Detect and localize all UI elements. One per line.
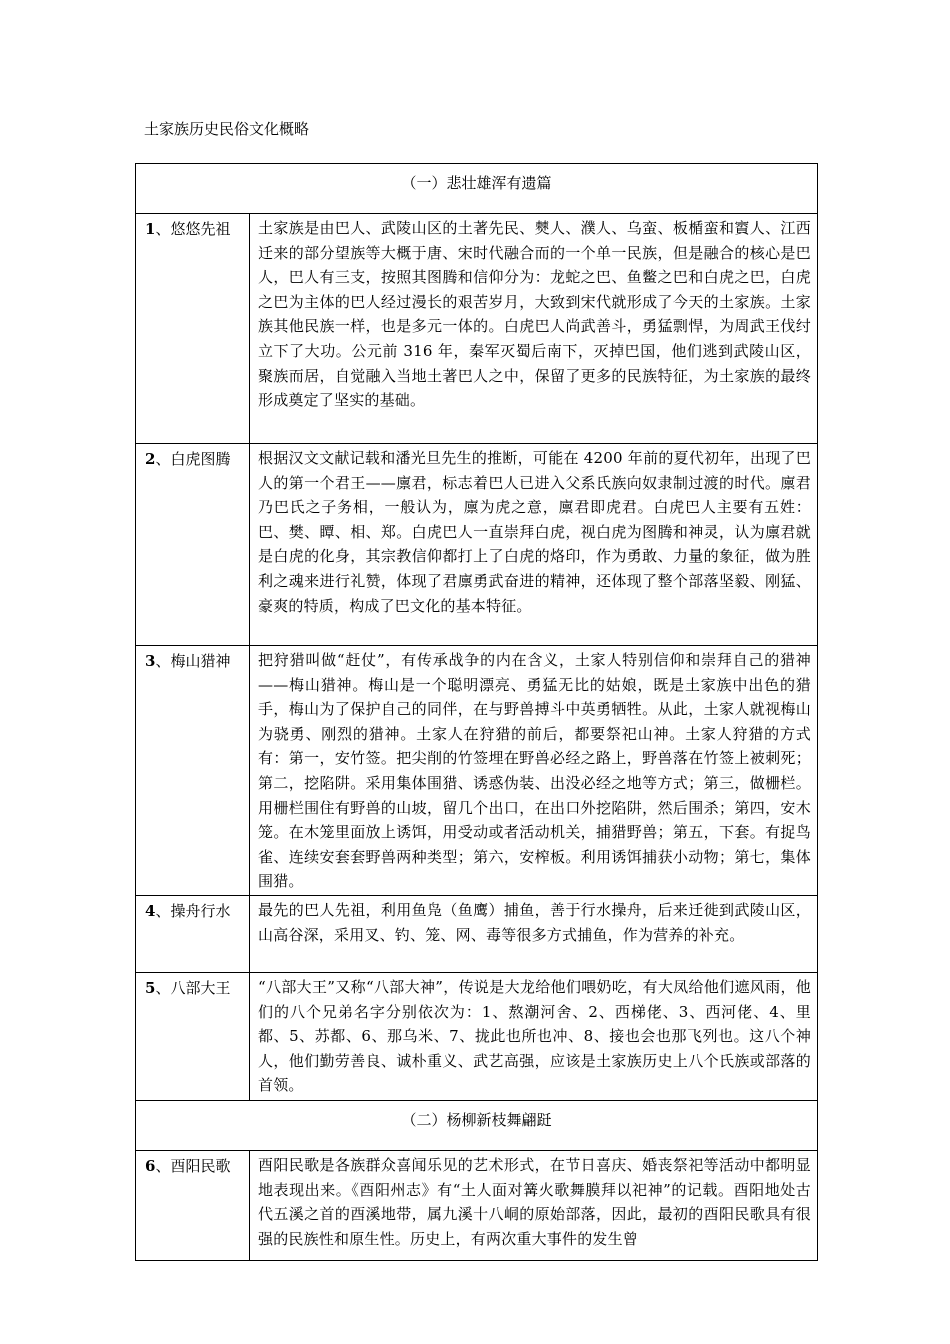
row-separator: 、	[155, 220, 171, 238]
section-heading: （一）悲壮雄浑有遗篇	[136, 164, 818, 214]
row-label	[136, 1151, 250, 1261]
section-heading: （二）杨柳新枝舞翩跹	[136, 1101, 818, 1151]
row-name: 白虎图腾	[170, 450, 231, 468]
row-label	[136, 214, 250, 444]
row-number: 2	[145, 450, 156, 468]
section-header-row	[136, 1101, 818, 1151]
row-number: 1	[145, 220, 156, 238]
row-number: 3	[145, 652, 156, 670]
section-header-row	[136, 164, 818, 214]
row-number: 5	[145, 979, 156, 997]
table-row	[136, 1151, 818, 1261]
row-label	[136, 646, 250, 896]
row-name: 八部大王	[170, 979, 231, 997]
row-label	[136, 896, 250, 973]
row-name: 操舟行水	[170, 902, 231, 920]
row-text: 根据汉文文献记载和潘光旦先生的推断，可能在 4200 年前的夏代初年，出现了巴人的第一个君王——廪君，标志着巴人已进入父系氏族向奴隶制过渡的时代。廪君乃巴氏之子务相，一般认为，廪为虎之意，廪君即虎君。白虎巴人主要有五姓：巴、樊、瞫、相、郑。白虎巴人一直崇拜白虎，视白虎为图腾和神灵，认为廪君就是白虎的化身，其宗教信仰都打上了白虎的烙印，作为勇敢、力量的象征，做为胜利之魂来进行礼赞，体现了君廪勇武奋进的精神，还体现了整个部落坚毅、刚猛、豪爽的特质，构成了巴文化的基本特征。	[250, 444, 818, 646]
row-separator: 、	[155, 1157, 171, 1175]
row-number: 4	[145, 902, 156, 920]
row-text: “八部大王”又称“八部大神”，传说是大龙给他们喂奶吃，有大凤给他们遮风雨，他们的八个兄弟名字分别依次为：1、熬潮河舍、2、西梯佬、3、西河佬、4、里都、5、苏都、6、那乌米、7、拢此也所也冲、8、接也会也那飞列也。这八个神人，他们勤劳善良、诚朴重义、武艺高强，应该是土家族历史上八个氏族或部落的首领。	[250, 973, 818, 1101]
document-title: 土家族历史民俗文化概略	[144, 120, 310, 138]
table-row	[136, 214, 818, 444]
row-text: 把狩猎叫做“赶仗”，有传承战争的内在含义，土家人特别信仰和崇拜自己的猎神——梅山猎神。梅山是一个聪明漂亮、勇猛无比的姑娘，既是土家族中出色的猎手，梅山为了保护自己的同伴，在与野兽搏斗中英勇牺牲。从此，土家人就视梅山为骁勇、刚烈的猎神。土家人在狩猎的前后，都要祭祀山神。土家人狩猎的方式有：第一，安竹签。把尖削的竹签埋在野兽必经之路上，野兽落在竹签上被刺死；第二，挖陷阱。采用集体围猎、诱惑伪装、出没必经之地等方式；第三，做栅栏。用栅栏围住有野兽的山坡，留几个出口，在出口外挖陷阱，然后围杀；第四，安木笼。在木笼里面放上诱饵，用受动或者活动机关，捕猎野兽；第五，下套。有捉鸟雀、连续安套套野兽两种类型；第六，安榨板。利用诱饵捕获小动物；第七，集体围猎。	[250, 646, 818, 896]
row-name: 酉阳民歌	[170, 1157, 231, 1175]
table-row	[136, 444, 818, 646]
row-separator: 、	[155, 902, 171, 920]
row-name: 梅山猎神	[170, 652, 231, 670]
table-row	[136, 973, 818, 1101]
table-row	[136, 896, 818, 973]
row-text: 土家族是由巴人、武陵山区的土著先民、僰人、濮人、乌蛮、板楯蛮和賨人、江西迁来的部分望族等大概于唐、宋时代融合而的一个单一民族，但是融合的核心是巴人，巴人有三支，按照其图腾和信仰分为：龙蛇之巴、鱼鳖之巴和白虎之巴，白虎之巴为主体的巴人经过漫长的艰苦岁月，大致到宋代就形成了今天的土家族。土家族其他民族一样，也是多元一体的。白虎巴人尚武善斗，勇猛剽悍，为周武王伐纣立下了大功。公元前 316 年，秦军灭蜀后南下，灭掉巴国，他们逃到武陵山区，聚族而居，自觉融入当地土著巴人之中，保留了更多的民族特征，为土家族的最终形成奠定了坚实的基础。	[250, 214, 818, 444]
row-separator: 、	[155, 979, 171, 997]
row-separator: 、	[155, 450, 171, 468]
row-label	[136, 973, 250, 1101]
row-separator: 、	[155, 652, 171, 670]
culture-table	[135, 163, 818, 1261]
row-text: 最先的巴人先祖，利用鱼凫（鱼鹰）捕鱼，善于行水操舟，后来迁徙到武陵山区，山高谷深，采用叉、钓、笼、网、毒等很多方式捕鱼，作为营养的补充。	[250, 896, 818, 973]
row-number: 6	[145, 1157, 156, 1175]
row-label	[136, 444, 250, 646]
table-row	[136, 646, 818, 896]
row-name: 悠悠先祖	[170, 220, 231, 238]
row-text: 酉阳民歌是各族群众喜闻乐见的艺术形式，在节日喜庆、婚丧祭祀等活动中都明显地表现出来。《酉阳州志》有“土人面对篝火歌舞膜拜以祀神”的记载。酉阳地处古代五溪之首的酉溪地带，属九溪十八峒的原始部落，因此，最初的酉阳民歌具有很强的民族性和原生性。历史上，有两次重大事件的发生曾	[250, 1151, 818, 1261]
